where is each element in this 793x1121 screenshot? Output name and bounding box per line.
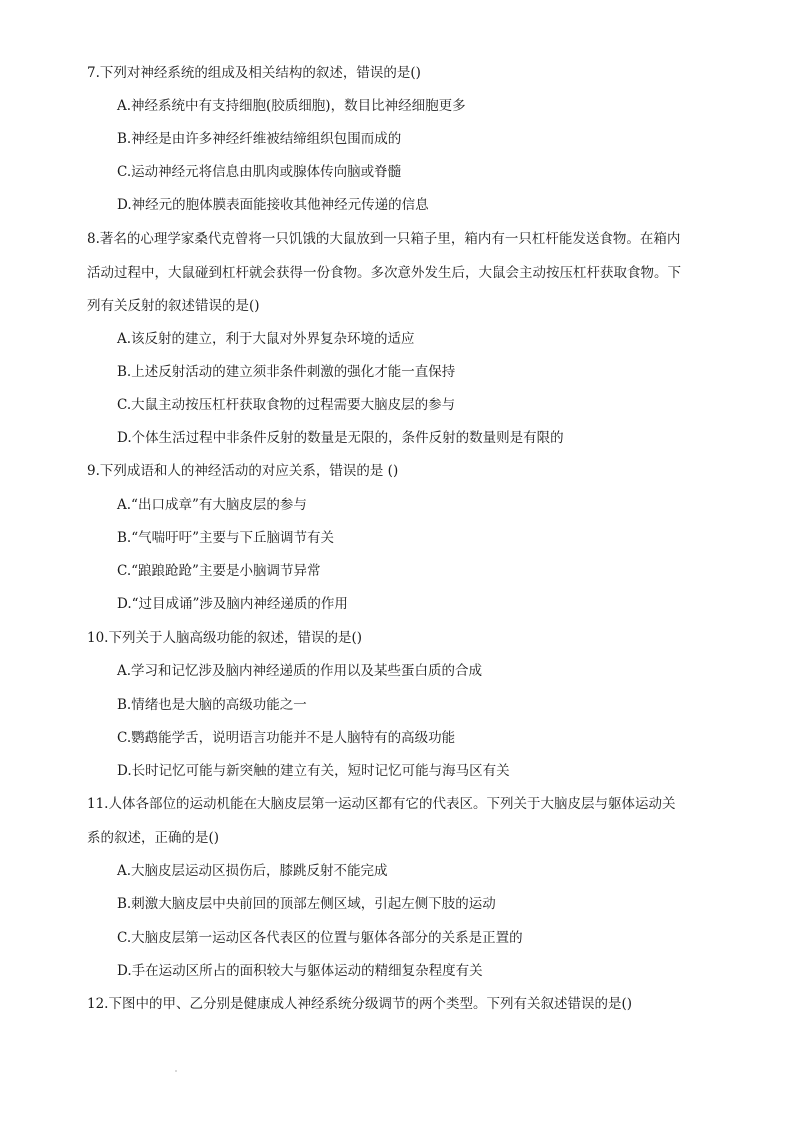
page-speck — [175, 1070, 177, 1072]
question-10-option-c: C.鹦鹉能学舌，说明语言功能并不是人脑特有的高级功能 — [117, 730, 456, 746]
question-10-option-a: A.学习和记忆涉及脑内神经递质的作用以及某些蛋白质的合成 — [117, 663, 483, 679]
question-7-option-a: A.神经系统中有支持细胞(胶质细胞)，数目比神经细胞更多 — [117, 98, 466, 114]
question-9-option-c: C.“踉踉跄跄”主要是小脑调节异常 — [117, 563, 321, 579]
question-9-stem: 9.下列成语和人的神经活动的对应关系，错误的是 () — [87, 463, 399, 479]
question-9-option-b: B.“气喘吁吁”主要与下丘脑调节有关 — [117, 530, 335, 546]
question-8-option-d: D.个体生活过程中非条件反射的数量是无限的，条件反射的数量则是有限的 — [117, 430, 564, 446]
question-7-option-b: B.神经是由许多神经纤维被结缔组织包围而成的 — [117, 131, 402, 147]
question-11-option-b: B.刺激大脑皮层中央前回的顶部左侧区域，引起左侧下肢的运动 — [117, 896, 496, 912]
question-11-option-c: C.大脑皮层第一运动区各代表区的位置与躯体各部分的关系是正置的 — [117, 930, 523, 946]
question-7-stem: 7.下列对神经系统的组成及相关结构的叙述，错误的是() — [87, 65, 421, 81]
question-8-option-c: C.大鼠主动按压杠杆获取食物的过程需要大脑皮层的参与 — [117, 397, 456, 413]
question-10-option-b: B.情绪也是大脑的高级功能之一 — [117, 697, 307, 713]
question-9-option-d: D.“过目成诵”涉及脑内神经递质的作用 — [117, 596, 348, 612]
question-11-stem-line-1: 11.人体各部位的运动机能在大脑皮层第一运动区都有它的代表区。下列关于大脑皮层与躯体运动关 — [87, 796, 676, 812]
question-9-option-a: A.“出口成章”有大脑皮层的参与 — [117, 497, 307, 513]
question-10-stem: 10.下列关于人脑高级功能的叙述，错误的是() — [87, 630, 363, 646]
question-8-option-a: A.该反射的建立，利于大鼠对外界复杂环境的适应 — [117, 331, 415, 347]
question-12-stem: 12.下图中的甲、乙分别是健康成人神经系统分级调节的两个类型。下列有关叙述错误的是() — [87, 996, 633, 1012]
question-11-option-a: A.大脑皮层运动区损伤后，膝跳反射不能完成 — [117, 863, 388, 879]
question-8-option-b: B.上述反射活动的建立须非条件刺激的强化才能一直保持 — [117, 364, 456, 380]
question-11-stem-line-2: 系的叙述，正确的是() — [87, 830, 220, 846]
question-7-option-d: D.神经元的胞体膜表面能接收其他神经元传递的信息 — [117, 197, 429, 213]
question-8-stem-line-2: 活动过程中，大鼠碰到杠杆就会获得一份食物。多次意外发生后，大鼠会主动按压杠杆获取食物。下 — [87, 265, 681, 281]
question-8-stem-line-3: 列有关反射的叙述错误的是() — [87, 298, 260, 314]
question-10-option-d: D.长时记忆可能与新突触的建立有关，短时记忆可能与海马区有关 — [117, 763, 510, 779]
question-7-option-c: C.运动神经元将信息由肌肉或腺体传向脑或脊髓 — [117, 164, 402, 180]
question-11-option-d: D.手在运动区所占的面积较大与躯体运动的精细复杂程度有关 — [117, 963, 483, 979]
question-8-stem-line-1: 8.著名的心理学家桑代克曾将一只饥饿的大鼠放到一只箱子里，箱内有一只杠杆能发送食物。在箱内 — [87, 231, 681, 247]
